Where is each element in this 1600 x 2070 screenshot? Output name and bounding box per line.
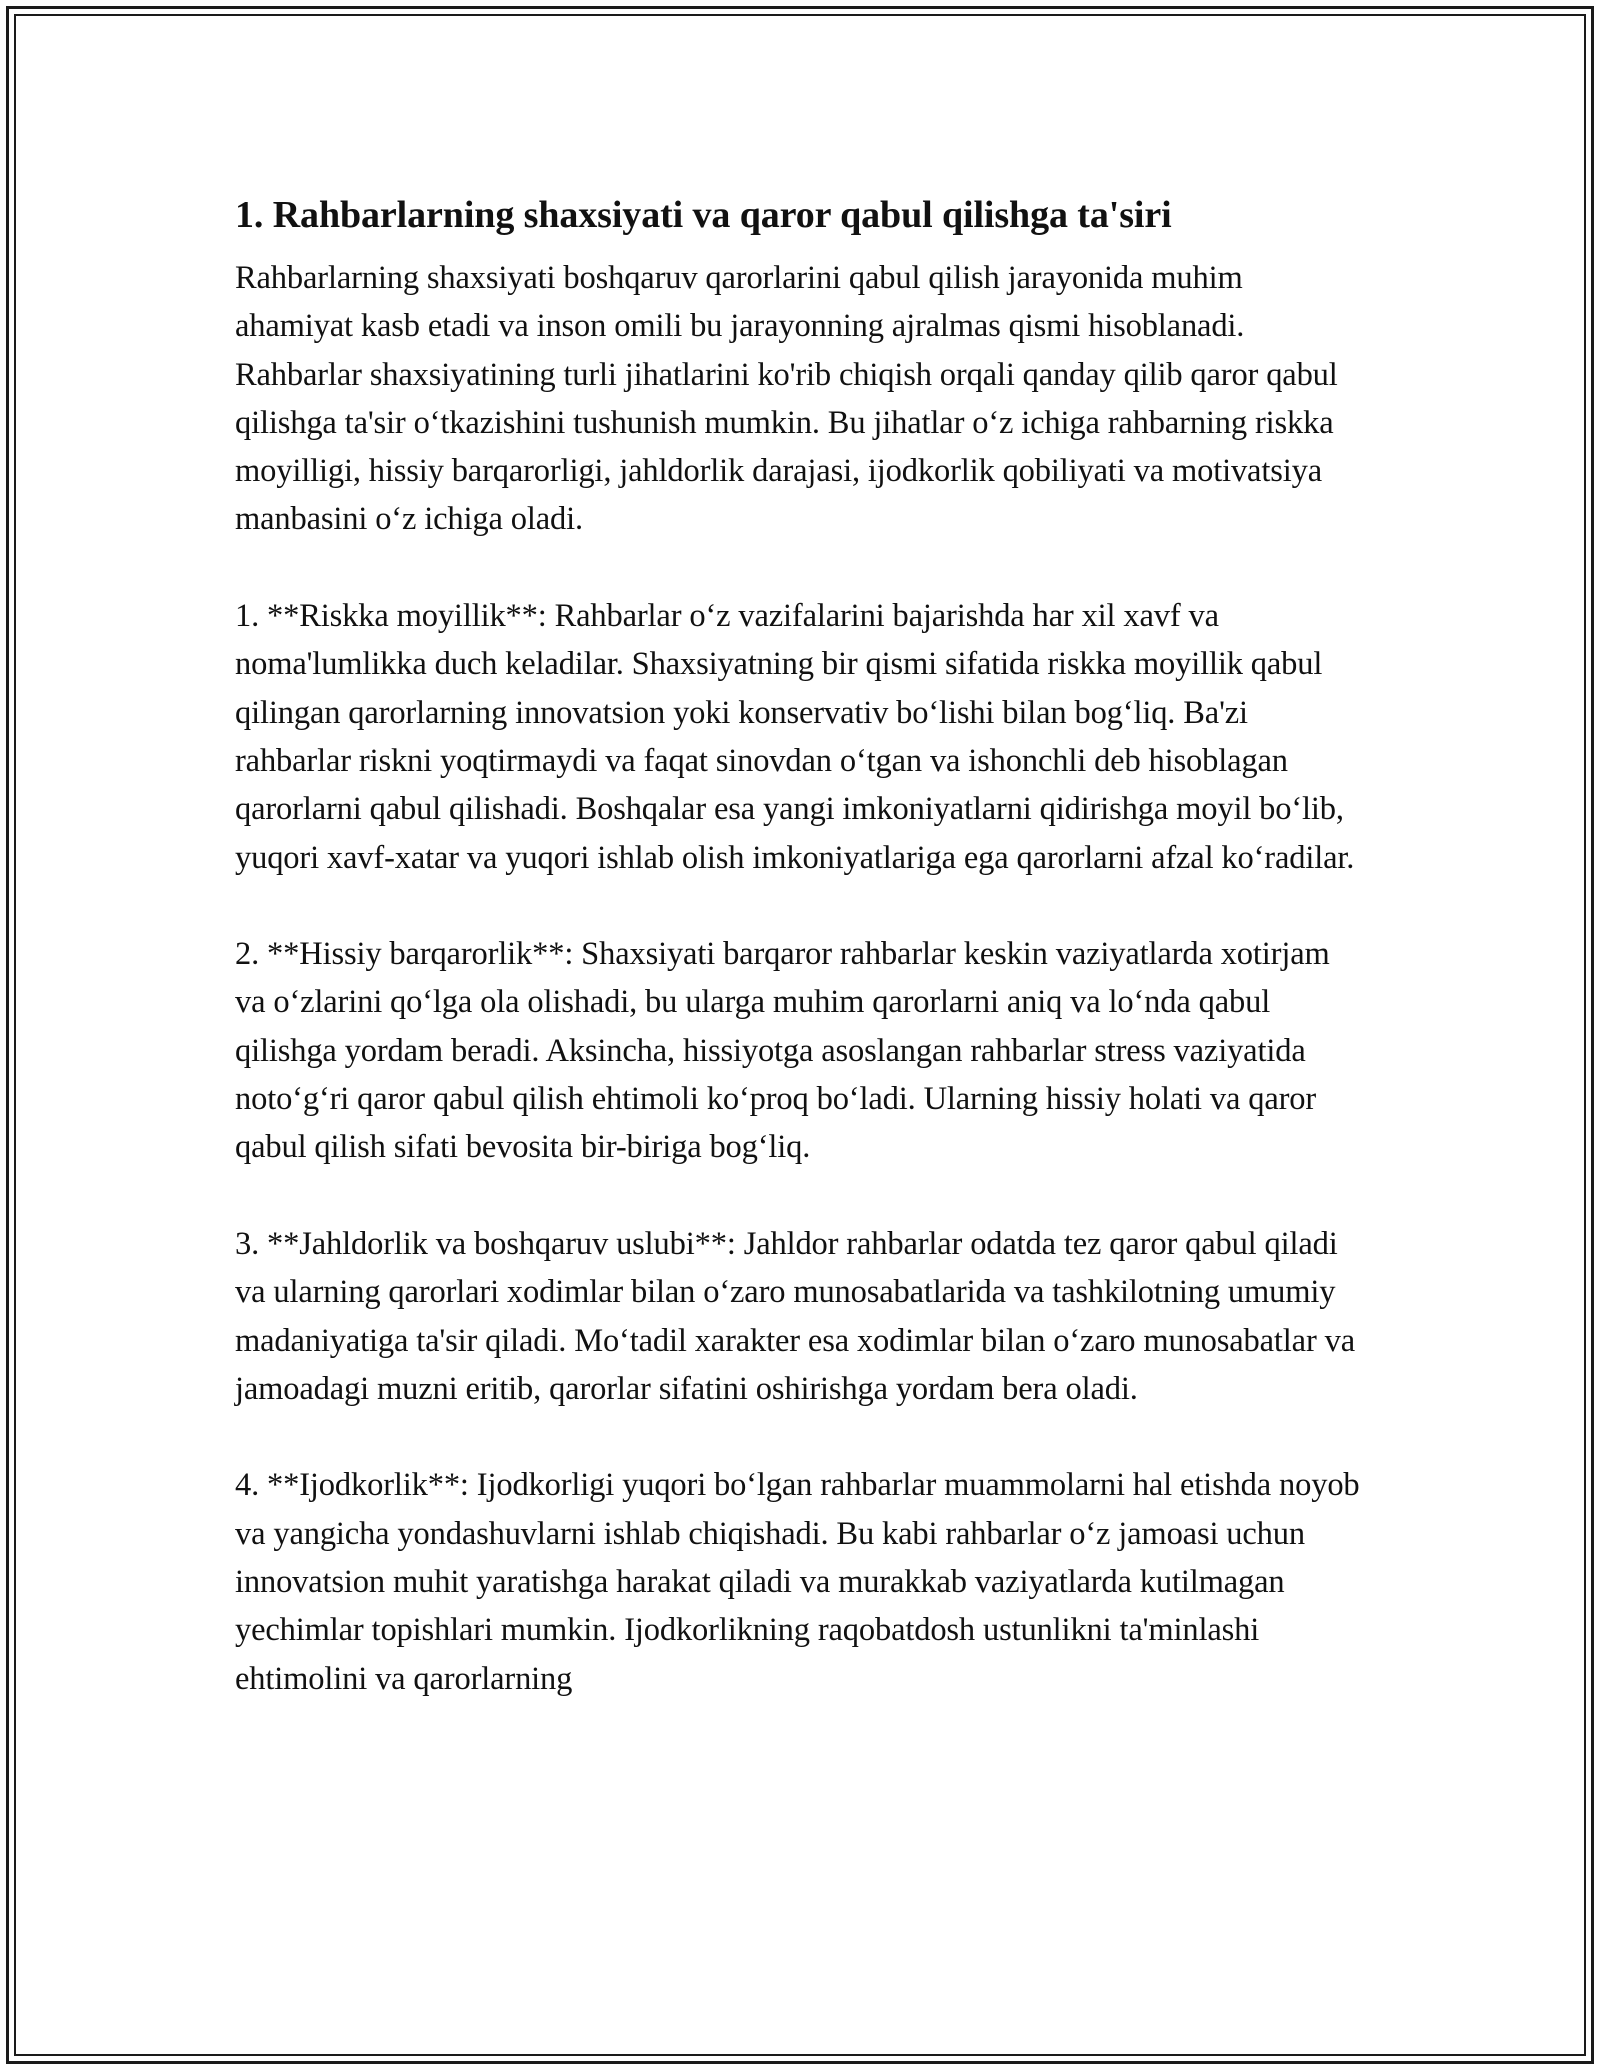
paragraph-emotional-stability: 2. **Hissiy barqarorlik**: Shaxsiyati barqaror rahbarlar keskin vaziyatlarda xotirjam va o‘zlarini qo‘lga ola olishadi, bu ularga muhim qarorlarni aniq va lo‘nda qabul qilishga yordam beradi. Aksincha, hissiyotga asoslangan rahbarlar stress vaziyatida noto‘g‘ri qaror qabul qilish ehtimoli ko‘proq bo‘ladi. Ularning hissiy holati va qaror qabul qilish sifati bevosita bir-biriga bog‘liq.: [235, 936, 1330, 1166]
document-body: [235, 186, 1365, 1703]
paragraph-creativity: 4. **Ijodkorlik**: Ijodkorligi yuqori bo‘lgan rahbarlar muammolarni hal etishda noyob va yangicha yondashuvlarni ishlab chiqishadi. Bu kabi rahbarlar o‘z jamoasi uchun innovatsion muhit yaratishga harakat qiladi va murakkab vaziyatlarda kutilmagan yechimlar topishlari mumkin. Ijodkorlikning raqobatdosh ustunlikni ta'minlashi ehtimolini va qarorlarning: [235, 1467, 1360, 1697]
paragraph-temper-management-style: 3. **Jahldorlik va boshqaruv uslubi**: Jahldor rahbarlar odatda tez qaror qabul qiladi va ularning qarorlari xodimlar bilan o‘zaro munosabatlarida va tashkilotning umumiy madaniyatiga ta'sir qiladi. Mo‘tadil xarakter esa xodimlar bilan o‘zaro munosabatlar va jamoadagi muzni eritib, qarorlar sifatini oshirishga yordam bera oladi.: [235, 1225, 1355, 1407]
section-heading: 1. Rahbarlarning shaxsiyati va qaror qabul qilishga ta'siri: [235, 194, 1172, 236]
paragraph-risk-appetite: 1. **Riskka moyillik**: Rahbarlar o‘z vazifalarini bajarishda har xil xavf va noma'lumlikka duch keladilar. Shaxsiyatning bir qismi sifatida riskka moyillik qabul qilingan qarorlarning innovatsion yoki konservativ bo‘lishi bilan bog‘liq. Ba'zi rahbarlar riskni yoqtirmaydi va faqat sinovdan o‘tgan va ishonchli deb hisoblagan qarorlarni qabul qilishadi. Boshqalar esa yangi imkoniyatlarni qidirishga moyil bo‘lib, yuqori xavf-xatar va yuqori ishlab olish imkoniyatlariga ega qarorlarni afzal ko‘radilar.: [235, 598, 1355, 876]
intro-paragraph: Rahbarlarning shaxsiyati boshqaruv qarorlarini qabul qilish jarayonida muhim ahamiyat kasb etadi va inson omili bu jarayonning ajralmas qismi hisoblanadi. Rahbarlar shaxsiyatining turli jihatlarini ko'rib chiqish orqali qanday qilib qaror qabul qilishga ta'sir o‘tkazishini tushunish mumkin. Bu jihatlar o‘z ichiga rahbarning riskka moyilligi, hissiy barqarorligi, jahldorlik darajasi, ijodkorlik qobiliyati va motivatsiya manbasini o‘z ichiga oladi.: [235, 260, 1338, 538]
